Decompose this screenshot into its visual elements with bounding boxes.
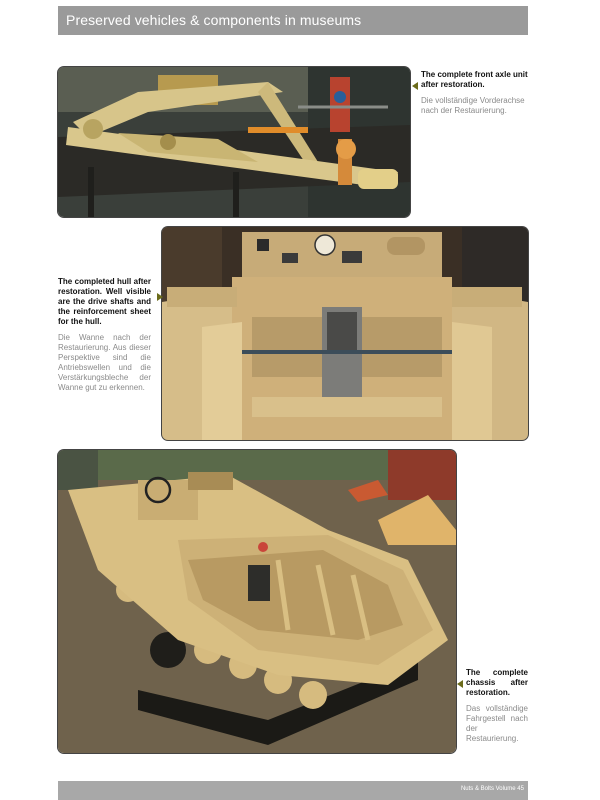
chassis-caption	[466, 668, 528, 744]
page-footer	[58, 781, 528, 800]
front-axle-photo	[58, 67, 410, 217]
page-title: Preserved vehicles & components in museums	[66, 12, 362, 28]
front-axle-caption	[421, 70, 531, 116]
chassis-caption-english: The complete chassis after restoration.	[466, 668, 528, 697]
hull-caption	[58, 277, 151, 393]
front-axle-caption-english: The complete front axle unit after restoration.	[421, 70, 528, 89]
chassis-photo	[58, 450, 456, 753]
page-header	[58, 6, 528, 35]
caption-pointer-icon	[412, 82, 418, 90]
front-axle-caption-german: Die vollständige Vorderachse nach der Restaurierung.	[421, 96, 525, 115]
hull-caption-english: The completed hull after restoration. Well visible are the drive shafts and the reinforcement sheet for the hull.	[58, 277, 151, 326]
hull-caption-german: Die Wanne nach der Restaurierung. Aus dieser Perspektive sind die Antriebswellen und die Verstärkungsbleche der Wanne gut zu erkennen.	[58, 333, 151, 392]
caption-pointer-icon	[457, 680, 463, 688]
hull-photo	[162, 227, 528, 440]
chassis-caption-german: Das vollständige Fahrgestell nach der Restaurierung.	[466, 704, 528, 743]
caption-pointer-icon	[157, 293, 163, 301]
footer-publication: Nuts & Bolts Volume 45	[460, 786, 524, 792]
